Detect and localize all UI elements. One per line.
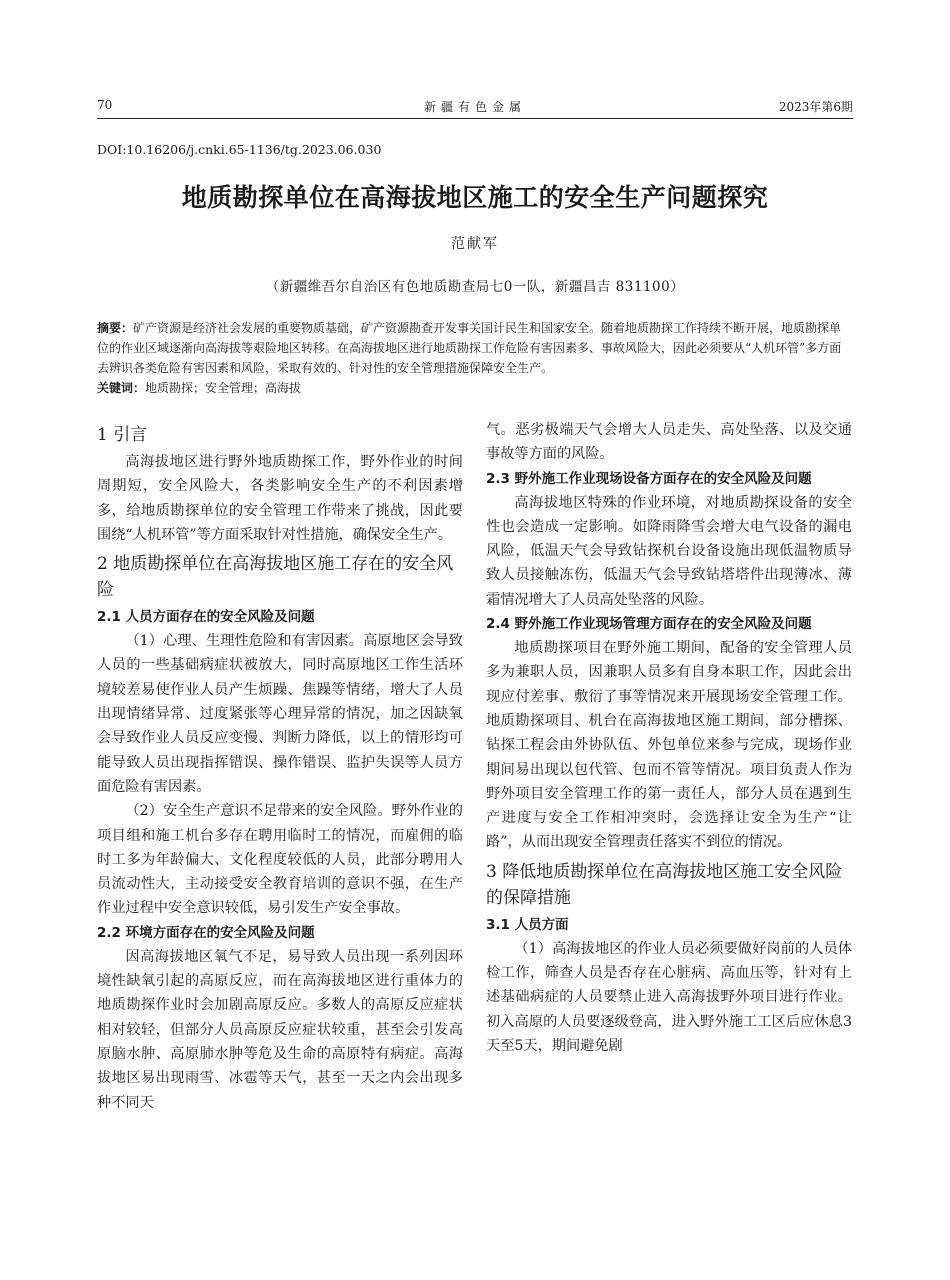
abstract bbox=[97, 318, 853, 378]
paragraph: （1）心理、生理性危险和有害因素。高原地区会导致人员的一些基础病症状被放大，同时高原地区工作生活环境较差易使作业人员产生烦躁、焦躁等情绪，增大了人员出现情绪异常、过度紧张等心理异常的情况，加之因缺氧会导致作业人员反应变慢、判断力降低，以上的情形均可能导致人员出现指挥错误、操作错误、监护失误等人员方面危险有害因素。 bbox=[97, 633, 463, 795]
abstract-label: 摘要： bbox=[97, 321, 134, 335]
author: 范献军 bbox=[451, 236, 499, 252]
subsection-heading: 2.2 环境方面存在的安全风险及问题 bbox=[97, 924, 315, 941]
right-column bbox=[486, 418, 852, 1058]
subsection-heading: 2.4 野外施工作业现场管理方面存在的安全风险及问题 bbox=[486, 616, 812, 633]
left-column bbox=[97, 418, 463, 1115]
subsection-heading: 2.1 人员方面存在的安全风险及问题 bbox=[97, 609, 315, 626]
paragraph: 气。恶劣极端天气会增大人员走失、高处坠落、以及交通事故等方面的风险。 bbox=[486, 422, 852, 463]
doi: DOI:10.16206/j.cnki.65-1136/tg.2023.06.030 bbox=[97, 142, 382, 157]
paragraph: （1）高海拔地区的作业人员必须要做好岗前的人员体检工作，筛查人员是否存在心脏病、高血压等，针对有上述基础病症的人员要禁止进入高海拔野外项目进行作业。初入高原的人员要逐级登高，进入野外施工工区后应休息3天至5天，期间避免剧 bbox=[486, 940, 852, 1054]
abstract-block bbox=[97, 318, 853, 398]
paragraph: 高海拔地区进行野外地质勘探工作，野外作业的时间周期短，安全风险大，各类影响安全生产的不利因素增多，给地质勘探单位的安全管理工作带来了挑战，因此要围绕“人机环管”等方面采取针对性措施，确保安全生产。 bbox=[97, 454, 463, 543]
keywords bbox=[97, 378, 853, 398]
journal-name: 新疆有色金属 bbox=[423, 100, 526, 114]
keywords-label: 关键词： bbox=[97, 381, 146, 395]
section-heading: 2 地质勘探单位在高海拔地区施工存在的安全风险 bbox=[97, 554, 454, 601]
issue-label: 2023年第6期 bbox=[778, 100, 853, 114]
paragraph: 因高海拔地区氧气不足，易导致人员出现一系列因环境性缺氧引起的高原反应，而在高海拔地区进行重体力的地质勘探作业时会加剧高原反应。多数人的高原反应症状相对较轻，但部分人员高原反应症状较重，甚至会引发高原脑水肿、高原肺水肿等危及生命的高原特有病症。高海拔地区易出现雨雪、冰雹等天气，甚至一天之内会出现多种不同天 bbox=[97, 948, 463, 1111]
paragraph: （2）安全生产意识不足带来的安全风险。野外作业的项目组和施工机台多存在聘用临时工的情况，而雇佣的临时工多为年龄偏大、文化程度较低的人员，此部分聘用人员流动性大，主动接受安全教育培训的意识不强，在生产作业过程中安全意识较低，易引发生产安全事故。 bbox=[97, 803, 463, 917]
page-number: 70 bbox=[97, 98, 113, 112]
article-title: 地质勘探单位在高海拔地区施工的安全生产问题探究 bbox=[181, 183, 769, 212]
paragraph: 地质勘探项目在野外施工期间，配备的安全管理人员多为兼职人员，因兼职人员多有自身本职工作，因此会出现应付差事、敷衍了事等情况来开展现场安全管理工作。地质勘探项目、机台在高海拔地区施工期间，部分槽探、钻探工程会由外协队伍、外包单位来参与完成，现场作业期间易出现以包代管、包而不管等情况。项目负责人作为野外项目安全管理工作的第一责任人，部分人员在遇到生产进度与安全工作相冲突时，会选择让安全为生产“让路”，从而出现安全管理责任落实不到位的情况。 bbox=[486, 640, 852, 851]
section-heading: 1 引言 bbox=[97, 425, 148, 445]
section-heading: 3 降低地质勘探单位在高海拔地区施工安全风险的保障措施 bbox=[486, 861, 843, 908]
abstract-text: 矿产资源是经济社会发展的重要物质基础，矿产资源勘查开发事关国计民生和国家安全。随着地质勘探工作持续不断开展，地质勘探单位的作业区域逐渐向高海拔等艰险地区转移。在高海拔地区进行地质勘探工作危险有害因素多、事故风险大，因此必须要从“人机环管”多方面去辨识各类危险有害因素和风险，采取有效的、针对性的安全管理措施保障安全生产。 bbox=[97, 321, 842, 375]
paragraph: 高海拔地区特殊的作业环境，对地质勘探设备的安全性也会造成一定影响。如降雨降雪会增大电气设备的漏电风险，低温天气会导致钻探机台设备设施出现低温物质导致人员接触冻伤，低温天气会导致钻塔塔件出现薄冰、薄霜情况增大了人员高处坠落的风险。 bbox=[486, 494, 852, 608]
subsection-heading: 3.1 人员方面 bbox=[486, 916, 569, 933]
running-head bbox=[97, 96, 853, 119]
subsection-heading: 2.3 野外施工作业现场设备方面存在的安全风险及问题 bbox=[486, 470, 812, 487]
keywords-text: 地质勘探；安全管理；高海拔 bbox=[145, 381, 302, 395]
affiliation: （新疆维吾尔自治区有色地质勘查局七0一队，新疆昌吉 831100） bbox=[265, 279, 685, 295]
